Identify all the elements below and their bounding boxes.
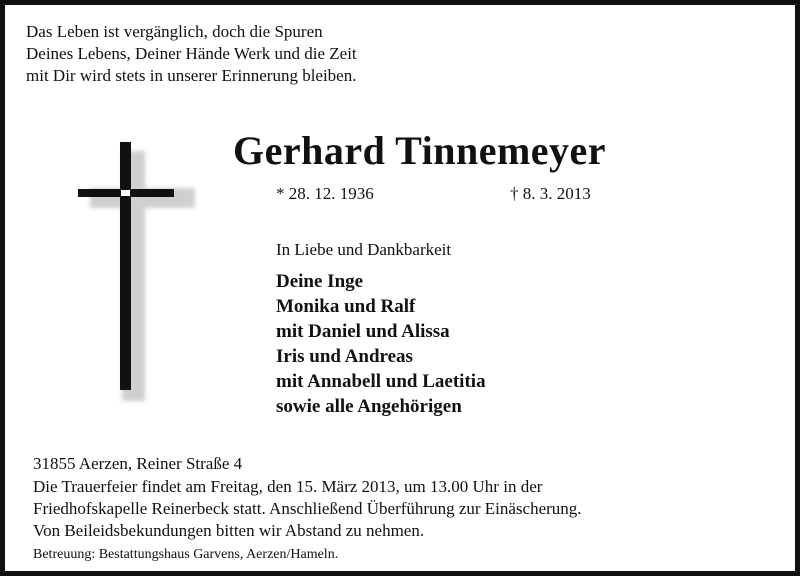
details-line: Von Beileidsbekundungen bitten wir Abstand zu nehmen. (33, 521, 425, 540)
mourner-line: Monika und Ralf (276, 296, 416, 317)
cross-beam-vertical (120, 142, 131, 390)
memorial-verse (26, 21, 357, 87)
deceased-name: Gerhard Tinnemeyer (233, 128, 607, 173)
details-line: Friedhofskapelle Reinerbeck statt. Anschließend Überführung zur Einäscherung. (33, 499, 582, 518)
mourner-line: mit Daniel und Alissa (276, 321, 450, 342)
mourners-list (276, 269, 486, 419)
funeral-details (33, 476, 582, 542)
mourner-line: sowie alle Angehörigen (276, 396, 462, 417)
cross-center (121, 190, 130, 196)
details-line: Die Trauerfeier findet am Freitag, den 15. März 2013, um 13.00 Uhr in der (33, 477, 543, 496)
mourner-line: mit Annabell und Laetitia (276, 371, 486, 392)
cross-icon (65, 135, 195, 415)
birth-date: * 28. 12. 1936 (276, 184, 374, 203)
funeral-home-credit: Betreuung: Bestattungshaus Garvens, Aerzen/Hameln. (33, 547, 339, 562)
mourners-intro: In Liebe und Dankbarkeit (276, 240, 452, 259)
verse-line: Das Leben ist vergänglich, doch die Spuren (26, 22, 323, 41)
mourner-line: Iris und Andreas (276, 346, 413, 367)
death-date: † 8. 3. 2013 (510, 184, 591, 203)
mourner-line: Deine Inge (276, 271, 364, 292)
family-address: 31855 Aerzen, Reiner Straße 4 (33, 454, 243, 473)
verse-line: mit Dir wird stets in unserer Erinnerung bleiben. (26, 66, 357, 85)
verse-line: Deines Lebens, Deiner Hände Werk und die Zeit (26, 44, 357, 63)
